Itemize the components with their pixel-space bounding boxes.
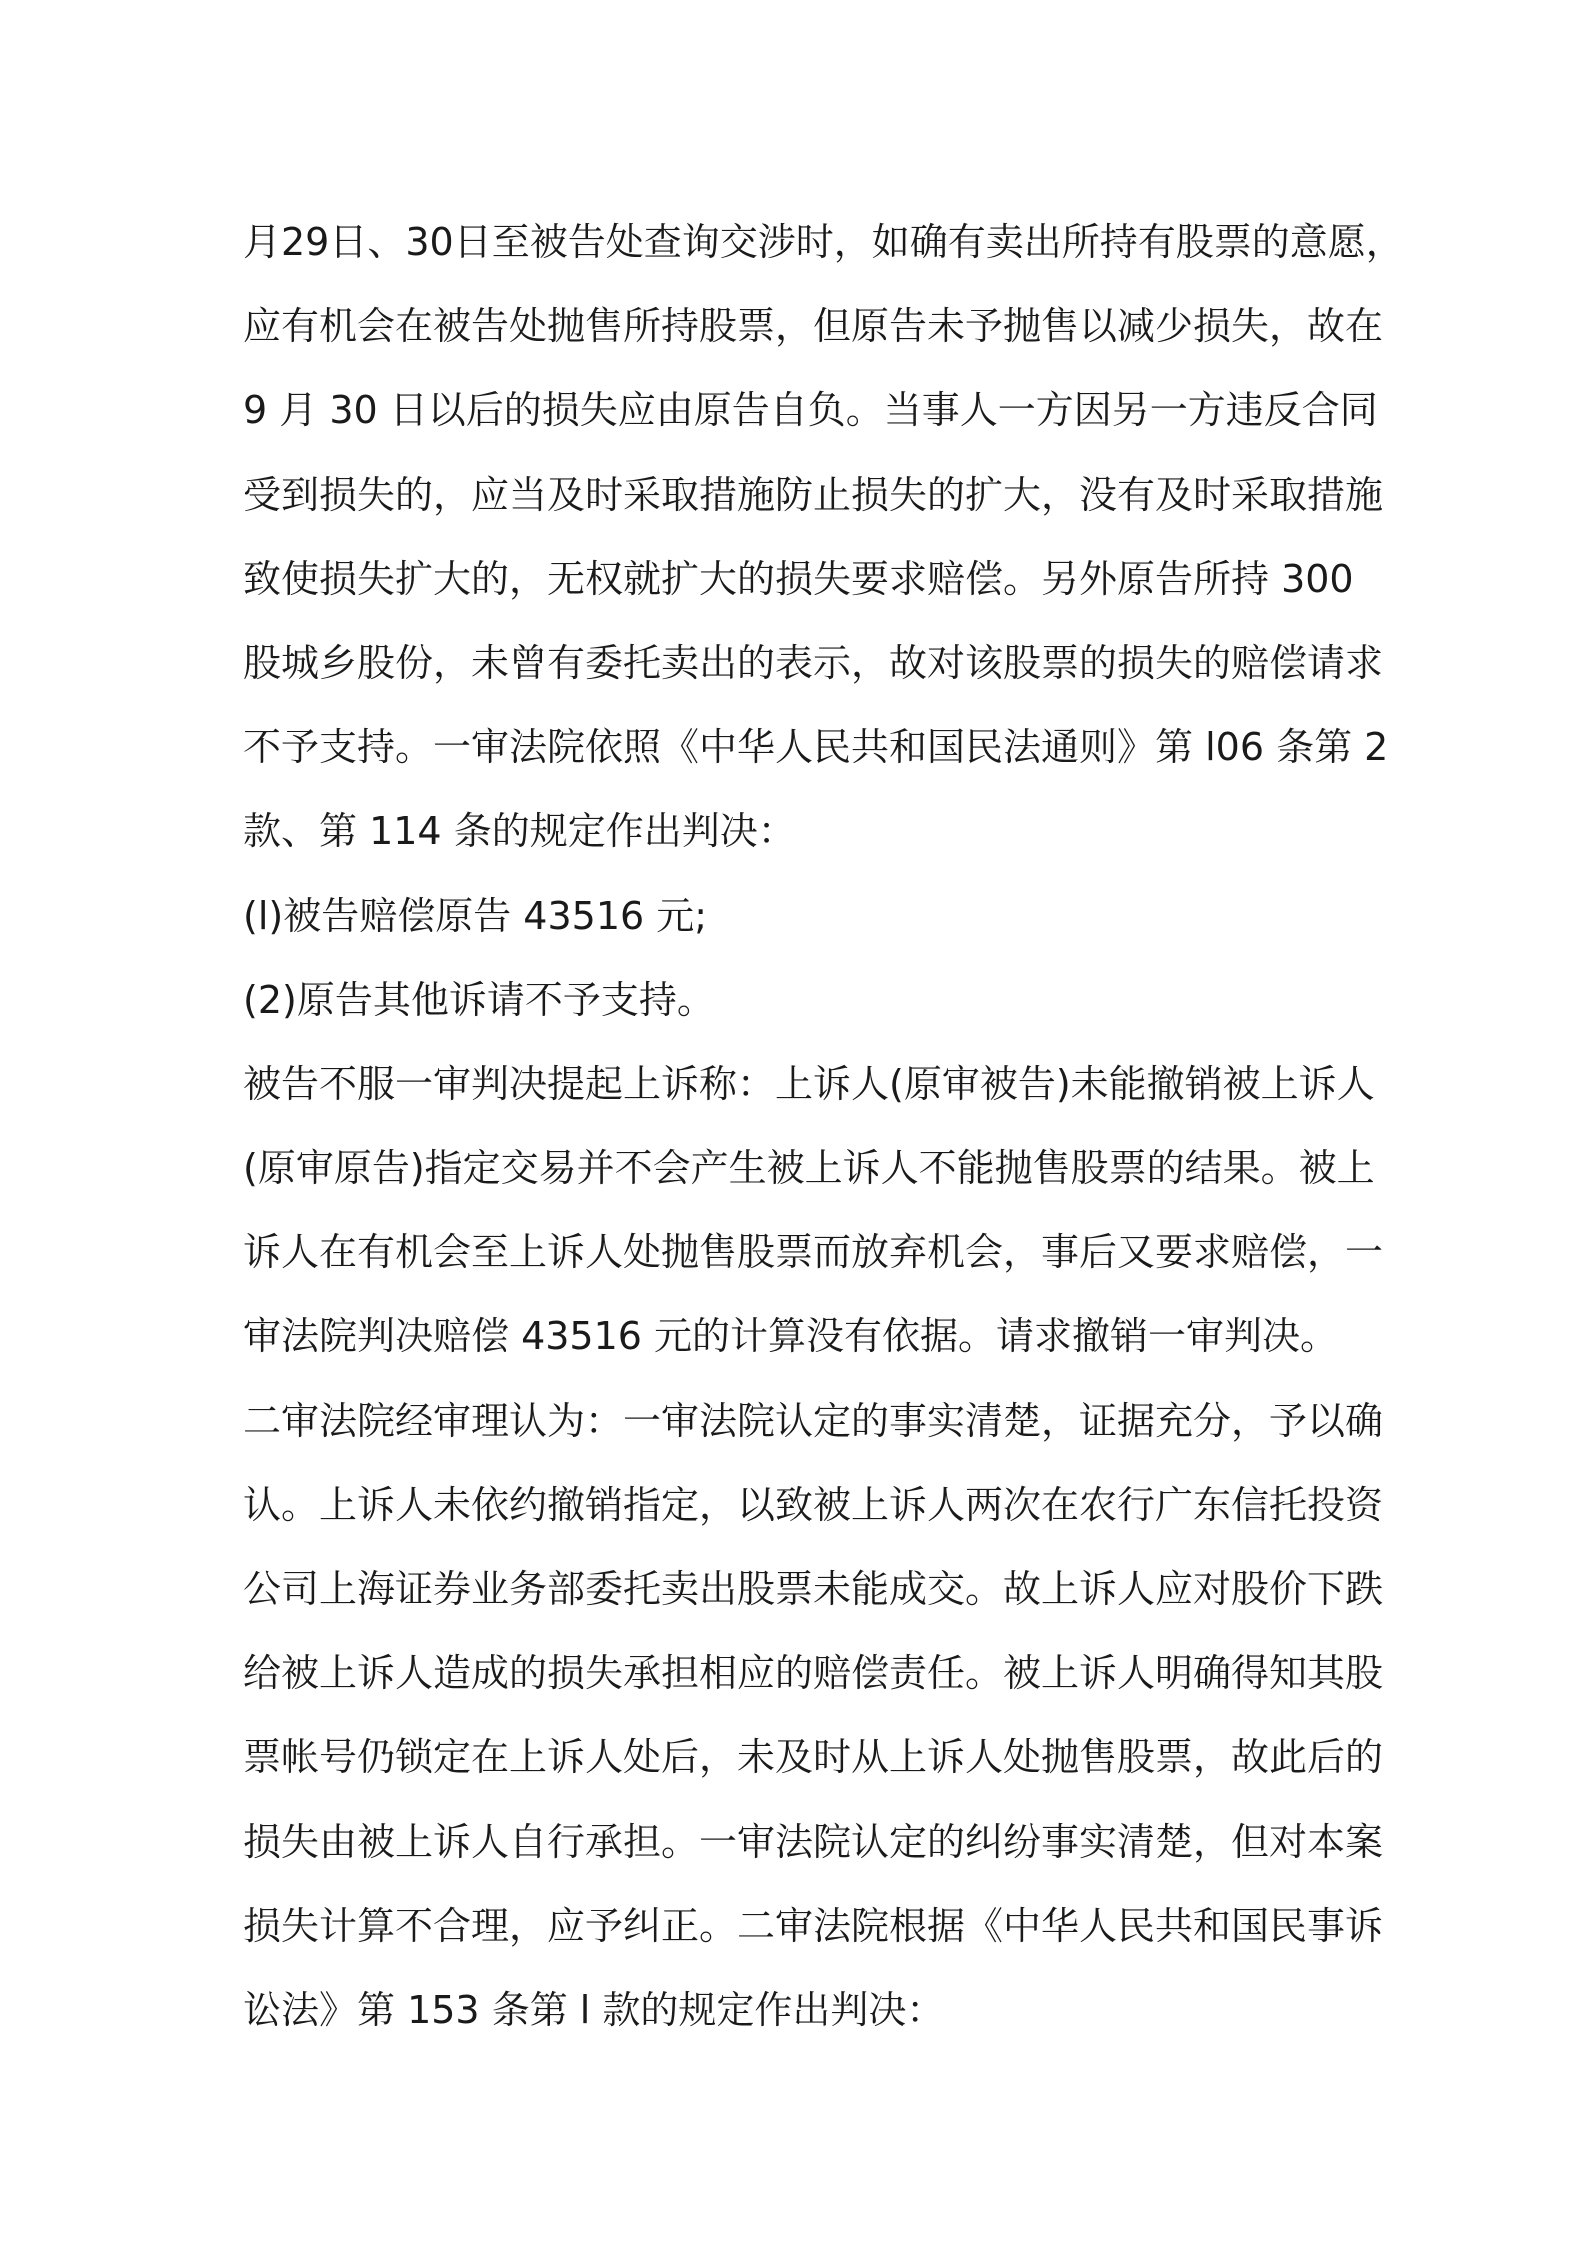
text-line: 不予支持。一审法院依照《中华人民共和国民法通则》第 l06 条第 2 bbox=[243, 725, 1389, 770]
text-line: 讼法》第 153 条第 l 款的规定作出判决： bbox=[243, 1987, 945, 2032]
text-line: 9 月 30 日以后的损失应由原告自负。当事人一方因另一方违反合同 bbox=[243, 388, 1378, 433]
text-line: 月29日、30日至被告处查询交涉时，如确有卖出所持有股票的意愿， bbox=[243, 220, 1404, 264]
text-line: 给被上诉人造成的损失承担相应的赔偿责任。被上诉人明确得知其股 bbox=[243, 1651, 1384, 1696]
text-line: 二审法院经审理认为：一审法院认定的事实清楚，证据充分，予以确 bbox=[243, 1398, 1384, 1443]
text-line: 损失由被上诉人自行承担。一审法院认定的纠纷事实清楚，但对本案 bbox=[243, 1819, 1384, 1864]
text-line: (原审原告)指定交易并不会产生被上诉人不能抛售股票的结果。被上 bbox=[243, 1146, 1375, 1191]
text-line: 诉人在有机会至上诉人处抛售股票而放弃机会，事后又要求赔偿，一 bbox=[243, 1230, 1384, 1275]
text-line: 致使损失扩大的，无权就扩大的损失要求赔偿。另外原告所持 300 bbox=[243, 556, 1354, 601]
text-line: 款、第 114 条的规定作出判决： bbox=[243, 809, 796, 854]
body-text bbox=[243, 200, 1404, 2052]
text-line: 应有机会在被告处抛售所持股票，但原告未予抛售以减少损失，故在 bbox=[243, 304, 1384, 349]
text-line: 票帐号仍锁定在上诉人处后，未及时从上诉人处抛售股票，故此后的 bbox=[243, 1735, 1384, 1780]
text-line: 认。上诉人未依约撤销指定，以致被上诉人两次在农行广东信托投资 bbox=[243, 1482, 1384, 1527]
text-line: 损失计算不合理，应予纠正。二审法院根据《中华人民共和国民事诉 bbox=[243, 1903, 1384, 1948]
text-line: (2)原告其他诉请不予支持。 bbox=[243, 977, 715, 1022]
text-line: 受到损失的，应当及时采取措施防止损失的扩大，没有及时采取措施 bbox=[243, 472, 1384, 517]
text-line: (l)被告赔偿原告 43516 元; bbox=[243, 893, 708, 938]
text-line: 公司上海证券业务部委托卖出股票未能成交。故上诉人应对股价下跌 bbox=[243, 1567, 1384, 1611]
text-line: 被告不服一审判决提起上诉称：上诉人(原审被告)未能撤销被上诉人 bbox=[243, 1061, 1375, 1106]
text-line: 股城乡股份，未曾有委托卖出的表示，故对该股票的损失的赔偿请求 bbox=[243, 640, 1384, 685]
text-line: 审法院判决赔偿 43516 元的计算没有依据。请求撤销一审判决。 bbox=[243, 1314, 1339, 1359]
